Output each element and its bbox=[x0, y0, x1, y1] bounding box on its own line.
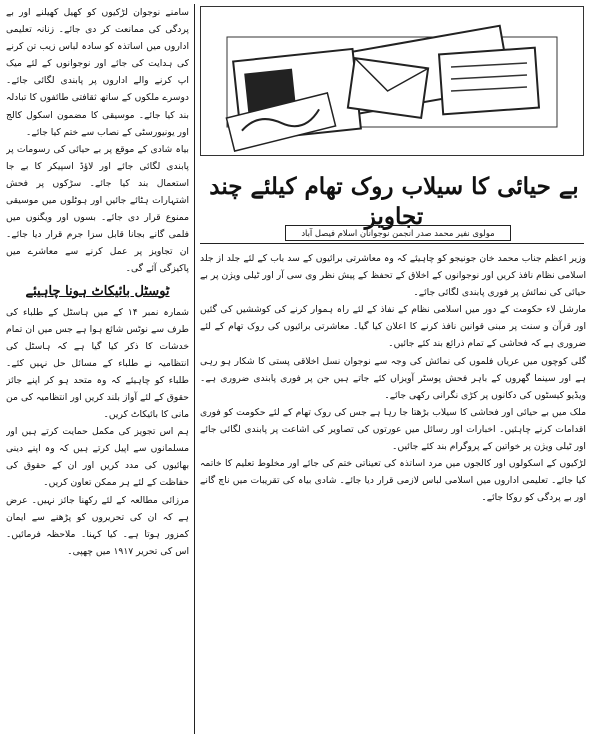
body-paragraph: ملک میں بے حیائی اور فحاشی کا سیلاب بڑھتا جا رہا ہے جس کی روک تھام کے لئے حکومت کو فوری اقدامات کرنے چاہئیں۔ اخبارات اور رسائل میں عورتوں کی تصاویر کی اشاعت پر پابندی لگائی جائے اور ٹیلی ویژن پر خواتین کے پروگرام بند کئے جائیں۔ bbox=[200, 406, 586, 453]
body-paragraph: لڑکیوں کے اسکولوں اور کالجوں میں مرد اساتذہ کی تعیناتی ختم کی جائے اور مخلوط تعلیم کا خاتمہ کیا جائے۔ تعلیمی اداروں میں اسلامی لباس لازمی قرار دیا جائے۔ شادی بیاہ کی تقریبات میں ناچ گانے اور بے پردگی کو روکا جائے۔ bbox=[200, 458, 586, 504]
side-paragraph: ہم اس تجویز کی مکمل حمایت کرتے ہیں اور مسلمانوں سے اپیل کرتے ہیں کہ وہ اپنے دینی بھائیوں کی مدد کریں اور ان کے حقوق کی حفاظت کے لئے ہر ممکن تعاون کریں۔ bbox=[6, 426, 189, 489]
side-subheading: ٹوسٹل بائیکاٹ ہونا چاہیئے bbox=[25, 283, 170, 299]
body-paragraph: مارشل لاء حکومت کے دور میں اسلامی نظام کے نفاذ کے لئے راہ ہموار کرنے کی کوششیں کی گئیں اور قرآن و سنت پر مبنی قوانین نافذ کرنے کا اعلان کیا گیا۔ معاشرتی برائیوں کی روک تھام کے لئے ضروری ہے کہ فحاشی کے تمام ذرائع بند کئے جائیں۔ bbox=[200, 304, 586, 350]
body-paragraph: وزیر اعظم جناب محمد خان جونیجو کو چاہیئے کہ وہ معاشرتی برائیوں کے سد باب کے لئے جلد از جلد اسلامی نظام نافذ کریں اور نوجوانوں کے اخلاق کے تحفظ کے پیش نظر وی سی آر اور ٹیلی ویژن پر بے حیائی کی نمائش پر فوری پابندی لگائی جائے۔ bbox=[200, 253, 586, 299]
side-paragraph: مرزائی مطالعہ کے لئے رکھنا جائز نہیں۔ عرض ہے کہ ان کی تحریروں کو پڑھنے سے ایمان کمزور ہوتا ہے۔ کیا کہنا۔ ملاحظہ فرمائیں۔ اس کی تحریر ۱۹۱۷ میں چھپی۔ bbox=[6, 494, 189, 557]
column-divider bbox=[194, 4, 195, 734]
side-paragraph: شمارہ نمبر ۱۴ کے میں ہاسٹل کے طلباء کی طرف سے نوٹس شائع ہوا ہے جس میں ان تمام خدشات کا ذکر کیا گیا ہے کہ ہاسٹل کی انتظامیہ نے طلباء کے مسائل حل نہیں کئے۔ طلباء کو چاہیئے کہ وہ متحد ہو کر اپنے جائز حقوق کے لئے آواز بلند کریں اور انتظامیہ کی من مانی کا بائیکاٹ کریں۔ bbox=[6, 306, 189, 421]
article-headline: بے حیائی کا سیلاب روک تھام کیلئے چند تجاویز bbox=[209, 173, 579, 230]
side-column bbox=[6, 4, 189, 734]
article-body bbox=[200, 250, 586, 734]
side-paragraph: بیاہ شادی کے موقع پر بے حیائی کی رسومات پر پابندی لگائی جائے اور لاؤڈ اسپیکر کا بے جا استعمال بند کیا جائے۔ سڑکوں پر فحش اشتہارات ہٹائے جائیں اور ہوٹلوں میں موسیقی ممنوع قرار دی جائے۔ بسوں اور ویگنوں میں فلمی گانے بجانا قابل سزا جرم قرار دیا جائے۔ ان تجاویز پر عمل کرنے سے معاشرے میں پاکیزگی آئے گی۔ bbox=[6, 143, 189, 275]
article-byline: مولوی نفیر محمد صدر انجمن نوجوانان اسلام فیصل آباد bbox=[285, 225, 511, 241]
header-illustration bbox=[200, 6, 584, 156]
side-paragraph: سامنے نوجوان لڑکیوں کو کھیل کھیلنے اور بے پردگی کی ممانعت کر دی جائے۔ زنانہ تعلیمی اداروں میں اساتذہ کو سادہ لباس زیب تن کرنے کی ہدایت کی جائے اور نوجوانوں کے لئے میک اپ کرنے والے اداروں پر پابندی لگائی جائے۔ دوسرے ملکوں کے ساتھ ثقافتی طائفوں کا تبادلہ بند کیا جائے۔ موسیقی کا مضمون اسکول کالج اور یونیورسٹی کے نصاب سے ختم کیا جائے۔ bbox=[6, 7, 189, 138]
body-paragraph: گلی کوچوں میں عریاں فلموں کی نمائش کی وجہ سے نوجوان نسل اخلاقی پستی کا شکار ہو رہی ہے اور سینما گھروں کے باہر فحش پوسٹر آویزاں کئے جاتے ہیں جن پر فوری پابندی ضروری ہے۔ ویڈیو کیسٹوں کی دکانوں پر کڑی نگرانی رکھی جائے۔ bbox=[200, 355, 586, 401]
byline-rule bbox=[200, 243, 584, 244]
